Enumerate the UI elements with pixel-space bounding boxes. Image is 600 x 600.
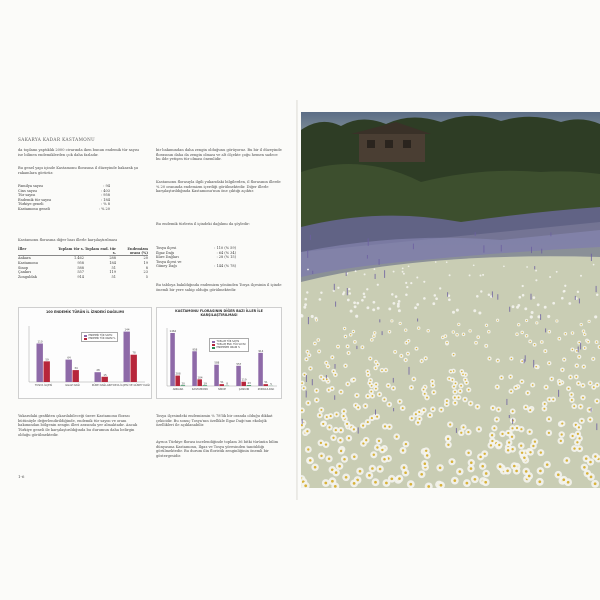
bar-value-label: 15 xyxy=(103,373,107,377)
table-header-cell: İller xyxy=(18,247,27,251)
bar xyxy=(258,353,263,386)
bar xyxy=(247,385,252,386)
bar xyxy=(236,366,241,386)
right-column-paragraph-4: Tosya ilçesindeki endemizmin % 78'lik bir oranda olduğu dikkat çekicidir. Bu sonuç Tosya'nın özellikle Ilgaz Dağı'nın ekolojik özellikleri ile açıklanabilir. xyxy=(156,414,273,428)
table-cell: Çankırı xyxy=(18,270,32,275)
bar xyxy=(181,385,186,386)
stat-value: : 403 xyxy=(101,188,110,193)
bar xyxy=(219,384,224,386)
bar xyxy=(241,382,246,386)
distribution-value: : 64 (% 34) xyxy=(216,250,236,255)
right-column-paragraph-1: bir bakımından daha zengin olduğunu görüyoruz. Bu bir il düzeyinde florasının daha da zengin olması ve alt ölçekte çoğu hemen sadece bu ilde yetişen tür olması önemlidir. xyxy=(156,148,282,162)
list-intro: Bu endemik türlerin il içindeki dağılımı da şöyledir: xyxy=(156,222,251,226)
bar-value-label: 59 xyxy=(45,358,49,362)
table-cell: 23 xyxy=(143,270,148,275)
bar-value-label: 8 xyxy=(226,382,228,386)
table-cell: 288 xyxy=(109,256,116,261)
table-cell: 8 xyxy=(145,265,148,270)
legend-swatch xyxy=(84,335,87,337)
intro-paragraph-2: Bu genel yapı içinde Kastamonu florasına il düzeyinde bakarak şu rakamlara görürüz: xyxy=(18,166,139,175)
legend-item xyxy=(212,346,246,349)
right-column-paragraph-5: Ayrıca Türkiye florası incelendiğinde toplam 36 bitki türünün bilim dünyasına Kastamonu, Ilgaz ve Tosya yöresinden tanıtıldığı görülmektedir. Bu durum ilin floristik zenginliğinin önemli bir göstergesidir. xyxy=(156,440,279,459)
legend-label: ENDEMİK TÜR SAYISI xyxy=(88,334,113,337)
stat-label: Tür sayısı xyxy=(18,193,36,198)
chart1-title: 100 ENDEMİK TÜRÜN İL İZNDEKİ DAĞILIMI xyxy=(45,310,125,314)
legend-swatch xyxy=(212,344,215,346)
table-header-cell: Endemizm oranı (%) xyxy=(127,247,148,256)
stat-value: : 94 xyxy=(103,184,110,188)
comparison-table xyxy=(18,247,148,279)
legend-label: ENDEMİZM ORANI % xyxy=(216,346,241,350)
table-cell: Sinop xyxy=(18,265,29,270)
distribution-row xyxy=(156,264,236,269)
table-cell: 19 xyxy=(143,261,148,265)
bar-value-label: 184 xyxy=(197,376,203,380)
table-cell: Kastamonu xyxy=(18,261,38,265)
stat-label: Cins sayısı xyxy=(18,188,37,193)
flower-meadow-photo xyxy=(301,112,600,488)
category-label: TOSYA İLÇESİ xyxy=(34,384,53,387)
bar-value-label: 288 xyxy=(175,372,181,376)
legend-label: TOPLAM END. TÜR SAYISI xyxy=(216,343,246,347)
bar-value-label: 64 xyxy=(67,356,71,360)
bar-value-label: 78 xyxy=(132,351,136,355)
table-header-row xyxy=(18,247,148,256)
table-cell: 958 xyxy=(77,261,84,265)
bar-value-label: 19 xyxy=(203,382,207,386)
bar-value-label: 5 xyxy=(270,382,272,386)
bar-value-label: 914 xyxy=(258,349,264,353)
stat-value: : % 20 xyxy=(98,206,110,211)
distribution-label: Küre Dağları xyxy=(156,255,179,260)
table-cell: 51 xyxy=(111,274,116,279)
distribution-label: Tosya ilçesi xyxy=(156,246,177,250)
legend-label: ENDEMİK TÜR ORANI % xyxy=(88,337,116,341)
category-label: TOSYA İLÇESİ VE GÜNEY DAĞI xyxy=(111,384,150,387)
page-number: 1-6 xyxy=(18,474,25,479)
table-header-cell: Toplam tür s. xyxy=(58,247,84,251)
bar xyxy=(37,344,43,383)
chart2-legend xyxy=(209,338,249,352)
legend-swatch xyxy=(212,347,215,349)
bar-value-label: 23 xyxy=(247,382,251,386)
bar xyxy=(197,379,202,386)
bar-value-label: 588 xyxy=(214,361,220,365)
bar-value-label: 958 xyxy=(192,348,198,352)
stat-label: Türkiye geneli xyxy=(18,202,44,207)
bar xyxy=(214,365,219,386)
intro-paragraph: da toplamı yaptıklık 2000 civarında iken bunun endemik tür sayısı ise bilinen endemiklerden çok daha fazladır. xyxy=(18,148,139,157)
chart2-title: KASTAMONU FLORASININ DİĞER BAZI İLLER İLE KARŞILAŞTIRILMASI xyxy=(175,309,263,317)
bar xyxy=(203,385,208,386)
table-cell: 1.462 xyxy=(73,256,84,261)
chart-province-comparison xyxy=(156,307,282,399)
meadow-illustration xyxy=(301,112,600,488)
left-page xyxy=(0,0,298,600)
bar-value-label: 110 xyxy=(37,340,43,344)
bar-value-label: 557 xyxy=(236,362,242,366)
stat-row xyxy=(18,207,110,212)
distribution-label: Tosya ilçesi ve xyxy=(156,259,182,264)
bar xyxy=(192,351,197,386)
distribution-value: : 110 (% 59) xyxy=(214,246,236,250)
category-label: KÜRE DAĞLARI xyxy=(91,384,112,387)
bar-value-label: 28 xyxy=(96,369,100,373)
bar xyxy=(66,360,72,382)
stat-label: Endemik tür sayısı xyxy=(18,197,52,202)
bar-value-label: 20 xyxy=(181,382,185,386)
bar xyxy=(73,370,79,382)
legend-item xyxy=(84,337,115,340)
bar-value-label: 51 xyxy=(220,381,224,385)
stat-value: : % 8 xyxy=(101,202,110,207)
distribution-label: Güney Dağı xyxy=(156,264,177,269)
bar xyxy=(124,332,130,382)
bar xyxy=(95,372,101,382)
stat-label: Familya sayısı xyxy=(18,184,43,188)
chart1-svg xyxy=(19,308,151,398)
flora-stats-list xyxy=(18,184,110,212)
category-label: KASTAMONU xyxy=(191,388,209,391)
category-label: ÇANKIRI xyxy=(238,388,250,391)
distribution-value: : 28 (% 15) xyxy=(216,255,236,260)
right-column-paragraph-3: Bu tabloya bakıldığında endemizm yönünden Tosya ilçesinin il içinde önemli bir yere sahip olduğu görülmektedir. xyxy=(156,283,282,292)
stat-value: : 184 xyxy=(101,197,110,202)
running-header: SAKARYA KADAR KASTAMONU xyxy=(18,137,96,142)
distribution-label: Ilgaz Dağı xyxy=(156,250,175,255)
stat-value: : 958 xyxy=(101,193,110,198)
chart2-svg xyxy=(157,308,281,398)
table-caption: Kastamonu florasına diğer bazı illerle karşılaştırılması xyxy=(18,238,118,242)
category-label: SİNOP xyxy=(218,388,226,391)
bar xyxy=(170,333,175,386)
bar-value-label: 119 xyxy=(241,378,247,382)
table-cell: 588 xyxy=(77,265,84,270)
bar-value-label: 144 xyxy=(124,328,130,332)
legend-swatch xyxy=(84,338,87,340)
bar-value-label: 1462 xyxy=(169,330,177,334)
table-cell: 51 xyxy=(111,265,116,270)
table-row xyxy=(18,275,148,280)
bar xyxy=(175,376,180,386)
category-label: ANKARA xyxy=(172,388,184,391)
bar xyxy=(263,384,268,386)
bar xyxy=(102,377,108,382)
table-cell: Ankara xyxy=(18,256,31,261)
bar xyxy=(131,355,137,382)
table-cell: 914 xyxy=(77,274,84,279)
table-cell: 20 xyxy=(143,256,148,261)
stat-label: Kastamonu geneli xyxy=(18,206,50,211)
legend-label: TOPLAM TÜR SAYISI xyxy=(216,340,240,343)
table-header-cell: Toplam end. tür s. xyxy=(84,247,116,256)
category-label: ILGAZ DAĞI xyxy=(64,384,81,387)
legend-swatch xyxy=(212,341,215,343)
table-cell: 184 xyxy=(109,261,116,265)
table-cell: 119 xyxy=(109,270,116,275)
table-cell: Zonguldak xyxy=(18,274,37,279)
distribution-list xyxy=(156,246,236,269)
chart1-legend xyxy=(81,332,118,342)
distribution-value: : 144 (% 78) xyxy=(214,264,236,269)
right-column-paragraph-2: Kastamonu florasıyla ilgili yukarıdaki bilgilerden, il florasının illerde % 20 oranında endemizm içerdiği görülmektedir. Diğer illerle karşılaştırıldığında Kastamonu'nun öne çıktığı açıktır. xyxy=(156,180,281,194)
chart-endemic-distribution xyxy=(18,307,152,399)
table-cell: 557 xyxy=(77,270,84,275)
table-cell: 5 xyxy=(145,274,148,279)
bar-value-label: 51 xyxy=(264,381,268,385)
bar-value-label: 34 xyxy=(74,367,78,371)
bar xyxy=(44,361,50,382)
bottom-paragraph: Yukarıdaki grafikten çıkarılabileceği üzere Kastamonu florası bütünüyle değerlendirildiğinde, endemik tür sayısı ve oranı bakımından bölgenin zengin illeri arasında yer almaktadır. Ancak Türkiye geneli ile karşılaştırıldığında bu durumun daha belirgin olduğu görülmektedir. xyxy=(18,414,138,437)
category-label: ZONGULDAK xyxy=(257,388,275,391)
